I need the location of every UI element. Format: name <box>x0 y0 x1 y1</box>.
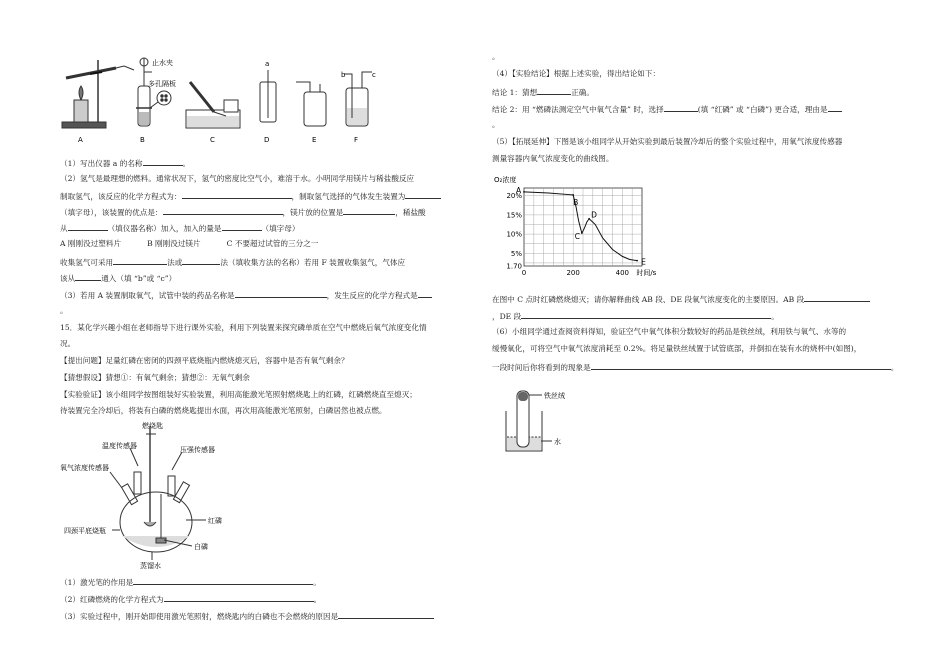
chart-point-a <box>523 191 525 193</box>
c5-line-1: （5）【拓展延伸】下图是该小组同学从开始实验到最后装置冷却后的整个实验过程中，用氧气浓度传感器 <box>492 137 843 146</box>
chart-point-label: D <box>591 210 597 220</box>
chart-xtick-label: 200 <box>566 269 580 277</box>
left-column <box>60 0 470 672</box>
chart-ytick-label: 20% <box>506 192 522 201</box>
answer-blank[interactable] <box>182 190 292 199</box>
label-beaker-water: 水 <box>554 438 561 446</box>
apparatus-d <box>260 70 276 122</box>
c5-line-3: 在图中 C 点时红磷燃烧熄灭；请你解释曲线 AB 段、DE 段氧气浓度变化的主要原因。AB 段 <box>492 293 870 305</box>
answer-blank[interactable] <box>235 289 327 298</box>
q2-line-1: （2）氢气是最理想的燃料。通常状况下，氢气的密度比空气小，难溶于水。小明同学用镁片与稀盐酸反应 <box>60 174 415 183</box>
label-d: D <box>264 136 270 144</box>
answer-blank[interactable] <box>537 86 571 95</box>
apparatus-b <box>136 58 171 126</box>
label-mark-c: c <box>372 71 376 79</box>
chart-point-b <box>572 194 574 196</box>
chart-xlabel: 时间/s <box>636 269 657 277</box>
label-water: 蒸馏水 <box>140 562 161 570</box>
q1-line: （1）写出仪器 a 的名称 。 <box>60 159 191 168</box>
chart-ytick-label: 5% <box>510 249 522 258</box>
label-red-phosphorus: 红磷 <box>208 517 222 525</box>
q2-line-2: 制取氢气，该反应的化学方程式为： ，制取氢气选择的气体发生装置为 <box>60 190 441 202</box>
c5-line-2: 测量容器内氧气浓度变化的曲线图。 <box>492 154 614 163</box>
answer-blank[interactable] <box>68 222 108 231</box>
label-a: A <box>78 136 83 144</box>
chart-grid <box>524 188 642 266</box>
answer-blank[interactable] <box>664 103 698 112</box>
q2-options: A 刚刚没过塑料片 B 刚刚没过镁片 C 不要超过试管的三分之一 <box>60 239 319 248</box>
q3-line-1: （3）若用 A 装置制取氧气，试管中装的药品名称是 ，发生反应的化学方程式是 <box>60 289 432 301</box>
right-column <box>492 0 912 672</box>
q3-line-2: 。 <box>60 306 68 315</box>
c4-line-1: （4）【实验结论】根据上述实验，得出结论如下： <box>492 69 661 78</box>
answer-blank[interactable] <box>222 222 262 231</box>
chart-ylabel: O₂浓度 <box>494 176 517 184</box>
chart-marks <box>506 186 656 277</box>
label-plate: 多孔隔板 <box>148 80 176 88</box>
oxygen-chart <box>492 172 662 284</box>
label-c: C <box>210 136 215 144</box>
chart-point-label: A <box>516 185 522 195</box>
label-flask: 四颈平底烧瓶 <box>64 527 106 535</box>
q2-line-4: 从 （填仪器名称）加入，加入的量是 （填字母） <box>60 224 300 233</box>
q15-hypothesis: 【猜想假设】猜想①：有氧气剩余；猜想②：无氧气剩余 <box>60 373 250 382</box>
chart-point-label: E <box>641 257 646 267</box>
answer-blank[interactable] <box>113 256 167 265</box>
answer-blank[interactable] <box>163 206 283 215</box>
answer-blank[interactable] <box>133 576 313 585</box>
apparatus-f <box>344 72 372 126</box>
chart-point-label: C <box>574 231 581 241</box>
chart-series-line <box>524 192 637 261</box>
answer-blank[interactable] <box>75 272 101 281</box>
c4-line-2: 结论 1：猜想 正确。 <box>492 88 594 97</box>
q15-line-2: 况。 <box>60 339 76 348</box>
c4-line-3: 结论 2：用 “燃磷法测定空气中氧气含量” 时，选择 (填 “红磷” 或 “白磷”) 更合适，理由是 <box>492 103 842 115</box>
answer-blank[interactable] <box>182 256 220 265</box>
c5-line-4: ，DE 段 。 <box>492 312 779 321</box>
answer-blank[interactable] <box>405 190 441 199</box>
label-mark-b: b <box>341 71 346 79</box>
carry-dot: 。 <box>492 52 500 61</box>
label-f: F <box>354 136 359 144</box>
answer-blank[interactable] <box>828 103 842 112</box>
apparatus-a <box>62 60 134 128</box>
label-clip: 止水夹 <box>152 59 173 67</box>
flask-figure <box>60 418 260 570</box>
q15-line-1: 15．某化学兴趣小组在老师指导下进行课外实验，利用下列装置来探究磷单质在空气中燃烧后氧气浓度变化情 <box>60 323 427 332</box>
label-mark-a: a <box>265 60 270 68</box>
c6-line-3: 一段时间后你将看到的现象是 。 <box>492 363 899 372</box>
answer-blank[interactable] <box>591 361 891 370</box>
answer-blank[interactable] <box>521 310 771 319</box>
label-oxygen-sensor: 氧气浓度传感器 <box>60 464 109 472</box>
s1-line: （1）激光笔的作用是 。 <box>60 578 321 587</box>
chart-xtick-label: 0 <box>521 269 527 277</box>
chart-ytick-label: 1.70 <box>506 262 522 271</box>
apparatus-e <box>296 82 326 126</box>
c6-line-1: （6）小组同学通过查阅资料得知，验证空气中氧气体积分数较好的药品是铁丝绒，利用铁与氧气、水等的 <box>492 327 847 336</box>
chart-xtick-label: 400 <box>615 269 630 277</box>
label-iron-wool: 铁丝绒 <box>544 392 565 400</box>
q2-line-7: 该从 通入（填 “b”或 “c”） <box>60 274 177 283</box>
q15-verify-1: 【实验验证】该小组同学按图组装好实验装置，利用高能激光笔照射燃烧匙上的红磷，红磷燃烧直至熄灭； <box>60 390 417 399</box>
chart-point-c <box>581 232 583 234</box>
label-b: B <box>140 136 145 144</box>
q2-line-3: （填字母），该装置的优点是： ，镁片放的位置是 ，稀盐酸 <box>60 208 426 217</box>
apparatus-figure <box>60 52 390 144</box>
c4-line-4: 。 <box>492 120 500 129</box>
answer-blank[interactable] <box>338 610 434 619</box>
answer-blank[interactable] <box>343 206 395 215</box>
label-pressure-sensor: 压强传感器 <box>180 446 215 454</box>
chart-ytick-label: 15% <box>506 211 522 220</box>
chart-point-e <box>636 260 638 262</box>
answer-blank[interactable] <box>418 289 432 298</box>
label-white-phosphorus: 白磷 <box>194 543 208 551</box>
label-e: E <box>312 136 317 144</box>
chart-ytick-label: 10% <box>506 230 522 239</box>
answer-blank[interactable] <box>164 593 314 602</box>
answer-blank[interactable] <box>143 157 183 166</box>
label-spoon: 燃烧匙 <box>142 422 163 430</box>
c6-line-2: 缓慢氧化，可将空气中氧气浓度消耗至 0.2%。将足量铁丝绒置于试管底部，并倒扣在装有水的烧杯中(如图)， <box>492 344 862 353</box>
iron-wool-figure <box>492 385 592 465</box>
q15-verify-2: 待装置完全冷却后，将装有白磷的燃烧匙提出水面，再次用高能激光笔照射，白磷居然也被点燃。 <box>60 406 387 415</box>
chart-point-d <box>588 218 590 220</box>
s2-line: （2）红磷燃烧的化学方程式为 。 <box>60 595 322 604</box>
chart-point-label: B <box>573 197 579 207</box>
q15-problem: 【提出问题】足量红磷在密闭的四颈平底烧瓶内燃烧熄灭后，容器中是否有氧气剩余？ <box>60 356 349 365</box>
answer-blank[interactable] <box>804 293 870 302</box>
q2-line-6: 收集氢气可采用 法或 法（填收集方法的名称）若用 F 装置收集氢气，气体应 <box>60 258 406 267</box>
s3-line: （3）实验过程中，刚开始即使用激光笔照射，燃烧匙内的白磷也不会燃烧的原因是 <box>60 610 434 622</box>
apparatus-c <box>186 82 240 128</box>
label-temp-sensor: 温度传感器 <box>102 442 137 450</box>
